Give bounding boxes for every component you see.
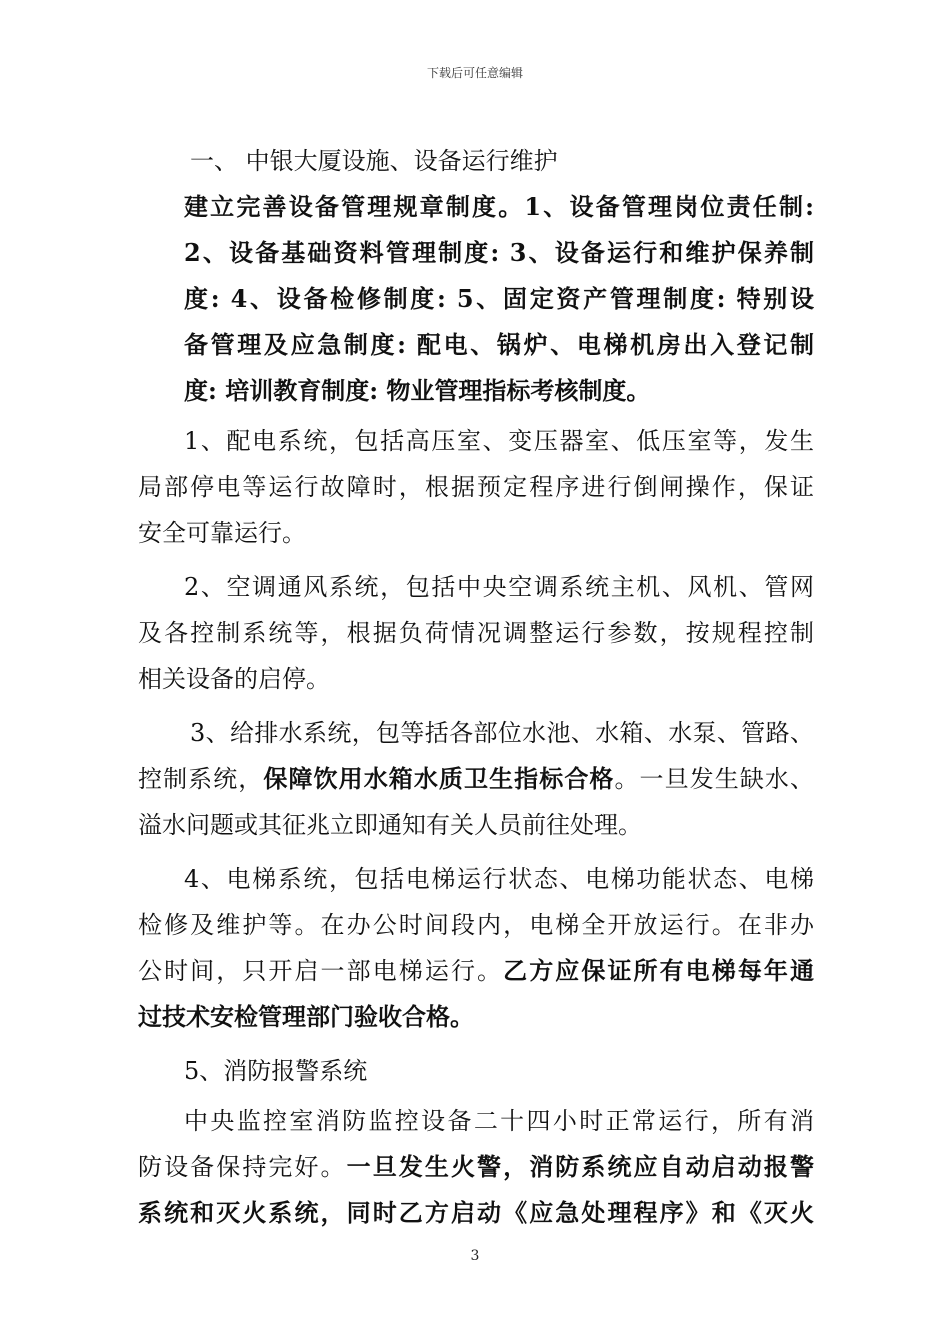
water-line-3: 溢水问题或其征兆立即通知有关人员前往处理。 [138, 811, 642, 839]
elevator-line-3 [138, 948, 814, 994]
rules-line-1: 建立完善设备管理规章制度。1、设备管理岗位责任制: [184, 192, 814, 221]
page-header: 下载后可任意编辑 [426, 66, 523, 80]
elevator-system-paragraph [138, 856, 814, 1040]
rules-line-3: 度: 4、设备检修制度: 5、固定资产管理制度: 特别设 [184, 284, 814, 313]
power-system-paragraph [138, 418, 814, 556]
document-body [138, 138, 814, 1236]
fire-line-1: 中央监控室消防监控设备二十四小时正常运行，所有消 [184, 1107, 814, 1135]
rules-line-5: 度: 培训教育制度: 物业管理指标考核制度。 [184, 376, 651, 405]
hvac-line-1: 2、空调通风系统，包括中央空调系统主机、风机、管网 [184, 573, 814, 601]
hvac-system-paragraph [138, 564, 814, 702]
hvac-line-3: 相关设备的启停。 [138, 665, 330, 693]
water-system-paragraph [138, 710, 814, 848]
fire-system-title: 5、消防报警系统 [184, 1057, 368, 1085]
power-line-2: 局部停电等运行故障时，根据预定程序进行倒闸操作，保证 [138, 473, 814, 501]
power-line-3: 安全可靠运行。 [138, 519, 306, 547]
fire-line-2 [138, 1144, 814, 1190]
page-number: 3 [470, 1248, 480, 1264]
fire-system-paragraph [138, 1048, 814, 1236]
water-line-1: 3、给排水系统，包等括各部位水池、水箱、水泵、管路、 [190, 719, 814, 747]
water-quality-emphasis: 保障饮用水箱水质卫生指标合格 [263, 764, 615, 793]
fire-line-2-text-a: 防设备保持完好。 [138, 1153, 347, 1181]
water-line-2-text-c: 。一旦发生缺水、 [614, 765, 815, 793]
elevator-line-1: 4、电梯系统，包括电梯运行状态、电梯功能状态、电梯 [184, 865, 814, 893]
rules-paragraph [138, 184, 814, 414]
fire-alarm-emphasis-b: 系统和灭火系统，同时乙方启动《应急处理程序》和《灭火 [138, 1198, 814, 1227]
fire-alarm-emphasis-a: 一旦发生火警，消防系统应自动启动报警 [346, 1152, 814, 1181]
elevator-inspection-emphasis-a: 乙方应保证所有电梯每年通 [503, 956, 815, 985]
elevator-inspection-emphasis-b: 过技术安检管理部门验收合格。 [138, 1002, 474, 1031]
water-line-2 [138, 756, 814, 802]
elevator-line-2: 检修及维护等。在办公时间段内，电梯全开放运行。在非办 [138, 911, 814, 939]
rules-line-2: 2、设备基础资料管理制度: 3、设备运行和维护保养制 [184, 238, 814, 267]
hvac-line-2: 及各控制系统等，根据负荷情况调整运行参数，按规程控制 [138, 619, 814, 647]
section-title: 一、 中银大厦设施、设备运行维护 [190, 147, 558, 175]
power-line-1: 1、配电系统，包括高压室、变压器室、低压室等，发生 [184, 427, 814, 455]
rules-line-4: 备管理及应急制度: 配电、锅炉、电梯机房出入登记制 [184, 330, 814, 359]
elevator-line-3-text-a: 公时间，只开启一部电梯运行。 [138, 957, 504, 985]
water-line-2-text-a: 控制系统， [138, 765, 264, 793]
